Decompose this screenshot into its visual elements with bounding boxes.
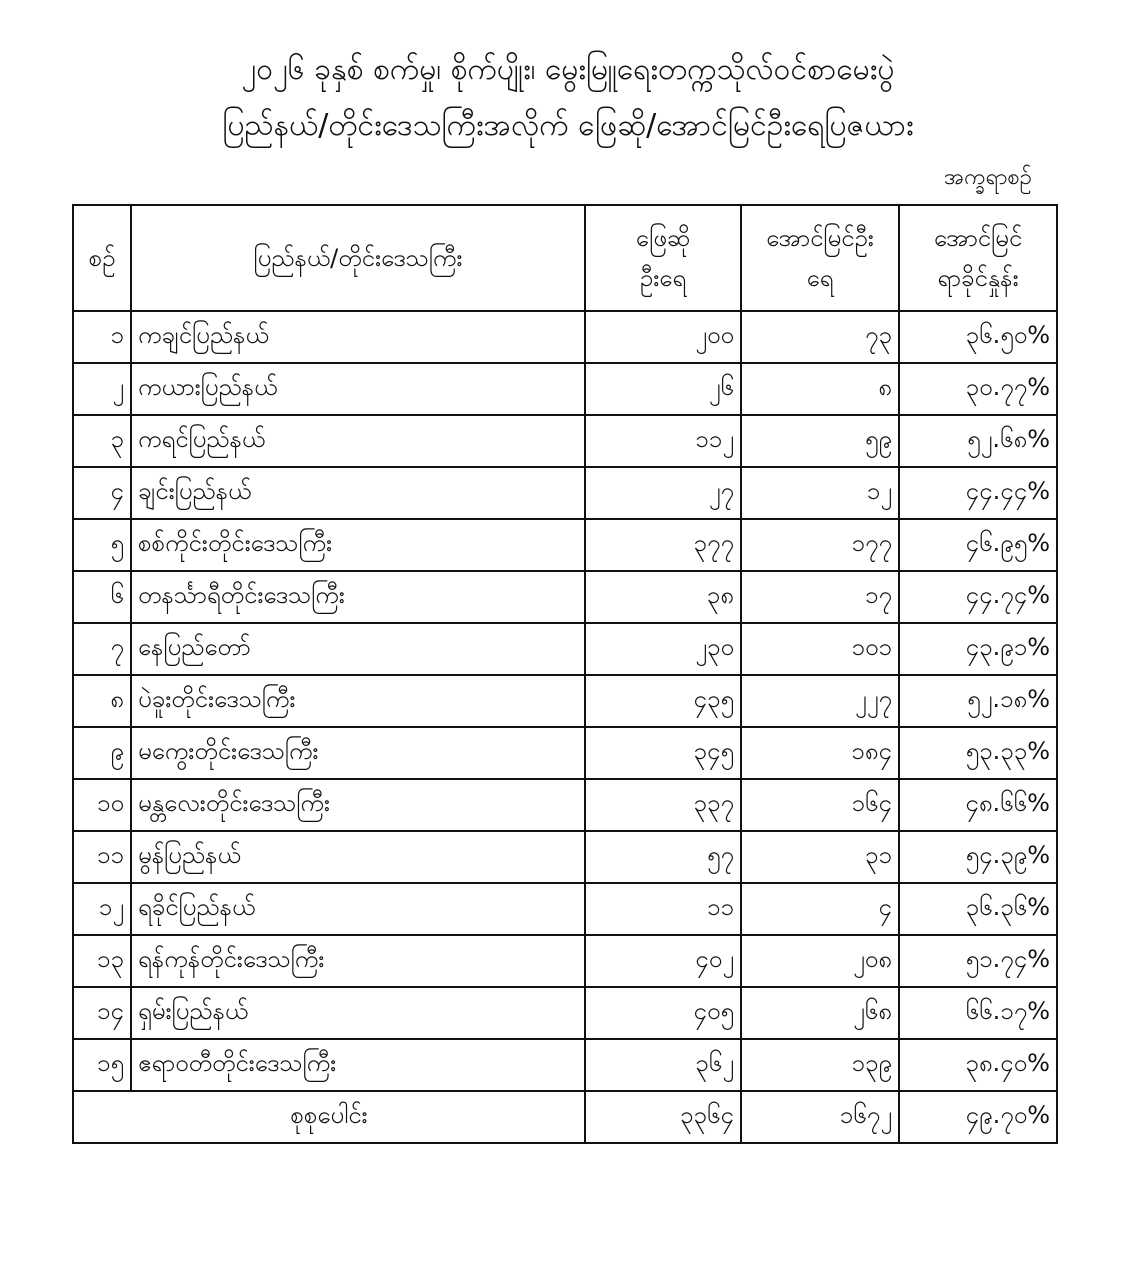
cell-sat: ၂၆ [585, 363, 741, 415]
total-label: စုစုပေါင်း [73, 1091, 585, 1143]
cell-sat: ၂၇ [585, 467, 741, 519]
cell-region: ရန်ကုန်တိုင်းဒေသကြီး [131, 935, 585, 987]
table-row [73, 311, 1057, 363]
table-row [73, 987, 1057, 1039]
results-table [72, 204, 1058, 1144]
page-title: ၂၀၂၆ ခုနှစ် စက်မှု၊ စိုက်ပျိုး၊ မွေးမြူရေးတက္ကသိုလ်ဝင်စာမေးပွဲ [241, 52, 895, 87]
table-row [73, 519, 1057, 571]
cell-sat: ၃၆၂ [585, 1039, 741, 1091]
cell-sat: ၁၁၂ [585, 415, 741, 467]
cell-sat: ၃၃၇ [585, 779, 741, 831]
header-rate [899, 205, 1057, 311]
total-passed: ၁၆၇၂ [741, 1091, 899, 1143]
cell-region: ရှမ်းပြည်နယ် [131, 987, 585, 1039]
cell-passed: ၁၃၉ [741, 1039, 899, 1091]
cell-region: မကွေးတိုင်းဒေသကြီး [131, 727, 585, 779]
total-rate: ၄၉.၇၀% [899, 1091, 1057, 1143]
cell-no: ၅ [73, 519, 131, 571]
cell-no: ၁၃ [73, 935, 131, 987]
cell-rate: ၄၈.၆၆% [899, 779, 1057, 831]
cell-passed: ၂၆၈ [741, 987, 899, 1039]
cell-sat: ၅၇ [585, 831, 741, 883]
cell-rate: ၅၄.၃၉% [899, 831, 1057, 883]
cell-region: ကရင်ပြည်နယ် [131, 415, 585, 467]
cell-passed: ၁၇၇ [741, 519, 899, 571]
table-row [73, 727, 1057, 779]
cell-region: ရခိုင်ပြည်နယ် [131, 883, 585, 935]
cell-no: ၁ [73, 311, 131, 363]
cell-sat: ၂၃၀ [585, 623, 741, 675]
table-row [73, 571, 1057, 623]
header-passed [741, 205, 899, 311]
cell-no: ၂ [73, 363, 131, 415]
table-row [73, 363, 1057, 415]
cell-rate: ၅၂.၁၈% [899, 675, 1057, 727]
cell-passed: ၁၆၄ [741, 779, 899, 831]
cell-rate: ၅၃.၃၃% [899, 727, 1057, 779]
cell-rate: ၄၄.၄၄% [899, 467, 1057, 519]
cell-passed: ၁၈၄ [741, 727, 899, 779]
table-body [73, 311, 1057, 1091]
cell-region: မွန်ပြည်နယ် [131, 831, 585, 883]
table-row [73, 1039, 1057, 1091]
cell-passed: ၁၂ [741, 467, 899, 519]
cell-passed: ၁၇ [741, 571, 899, 623]
cell-passed: ၃၁ [741, 831, 899, 883]
cell-sat: ၁၁ [585, 883, 741, 935]
cell-rate: ၄၆.၉၅% [899, 519, 1057, 571]
table-row [73, 779, 1057, 831]
page-subtitle: ပြည်နယ်/တိုင်းဒေသကြီးအလိုက် ဖြေဆို/အောင်မြင်ဦးရေပြဇယား [222, 108, 914, 143]
cell-passed: ၄ [741, 883, 899, 935]
cell-region: စစ်ကိုင်းတိုင်းဒေသကြီး [131, 519, 585, 571]
cell-no: ၃ [73, 415, 131, 467]
cell-rate: ၅၁.၇၄% [899, 935, 1057, 987]
cell-no: ၁၀ [73, 779, 131, 831]
header-sat [585, 205, 741, 311]
cell-no: ၁၂ [73, 883, 131, 935]
cell-no: ၈ [73, 675, 131, 727]
cell-region: ကယားပြည်နယ် [131, 363, 585, 415]
cell-no: ၁၁ [73, 831, 131, 883]
table-row [73, 675, 1057, 727]
table-row [73, 883, 1057, 935]
cell-no: ၄ [73, 467, 131, 519]
cell-rate: ၃၈.၄၀% [899, 1039, 1057, 1091]
cell-no: ၆ [73, 571, 131, 623]
cell-passed: ၁၀၁ [741, 623, 899, 675]
header-sat-line1: ဖြေဆို [635, 224, 691, 252]
cell-sat: ၃၈ [585, 571, 741, 623]
header-rate-line1: အောင်မြင် [933, 224, 1023, 252]
cell-region: ချင်းပြည်နယ် [131, 467, 585, 519]
cell-rate: ၄၄.၇၄% [899, 571, 1057, 623]
cell-rate: ၃၆.၅၀% [899, 311, 1057, 363]
cell-no: ၁၅ [73, 1039, 131, 1091]
header-row [73, 205, 1057, 311]
cell-rate: ၆၆.၁၇% [899, 987, 1057, 1039]
cell-rate: ၄၃.၉၁% [899, 623, 1057, 675]
cell-region: မန္တလေးတိုင်းဒေသကြီး [131, 779, 585, 831]
total-row [73, 1091, 1057, 1143]
cell-region: ကချင်ပြည်နယ် [131, 311, 585, 363]
table-row [73, 415, 1057, 467]
table-row [73, 467, 1057, 519]
cell-passed: ၅၉ [741, 415, 899, 467]
cell-no: ၇ [73, 623, 131, 675]
cell-rate: ၃၀.၇၇% [899, 363, 1057, 415]
header-passed-line1: အောင်မြင်ဦး [766, 224, 874, 252]
cell-region: ပဲခူးတိုင်းဒေသကြီး [131, 675, 585, 727]
total-sat: ၃၃၆၄ [585, 1091, 741, 1143]
cell-region: နေပြည်တော် [131, 623, 585, 675]
cell-rate: ၃၆.၃၆% [899, 883, 1057, 935]
cell-region: ဧရာဝတီတိုင်းဒေသကြီး [131, 1039, 585, 1091]
cell-passed: ၂၀၈ [741, 935, 899, 987]
table-row [73, 831, 1057, 883]
cell-passed: ၂၂၇ [741, 675, 899, 727]
header-no: စဉ် [73, 205, 131, 311]
cell-no: ၉ [73, 727, 131, 779]
table-row [73, 935, 1057, 987]
table-row [73, 623, 1057, 675]
cell-sat: ၃၇၇ [585, 519, 741, 571]
header-rate-line2: ရာခိုင်နှုန်း [937, 264, 1019, 292]
cell-sat: ၄၀၂ [585, 935, 741, 987]
cell-passed: ၈ [741, 363, 899, 415]
cell-sat: ၃၄၅ [585, 727, 741, 779]
cell-no: ၁၄ [73, 987, 131, 1039]
cell-sat: ၂၀၀ [585, 311, 741, 363]
header-sat-line2: ဦးရေ [639, 264, 687, 292]
cell-sat: ၄၀၅ [585, 987, 741, 1039]
cell-sat: ၄၃၅ [585, 675, 741, 727]
unit-label: အက္ခရာစဉ် [944, 165, 1032, 190]
header-region: ပြည်နယ်/တိုင်းဒေသကြီး [131, 205, 585, 311]
cell-region: တနင်္သာရီတိုင်းဒေသကြီး [131, 571, 585, 623]
header-passed-line2: ရေ [806, 264, 834, 292]
cell-rate: ၅၂.၆၈% [899, 415, 1057, 467]
cell-passed: ၇၃ [741, 311, 899, 363]
